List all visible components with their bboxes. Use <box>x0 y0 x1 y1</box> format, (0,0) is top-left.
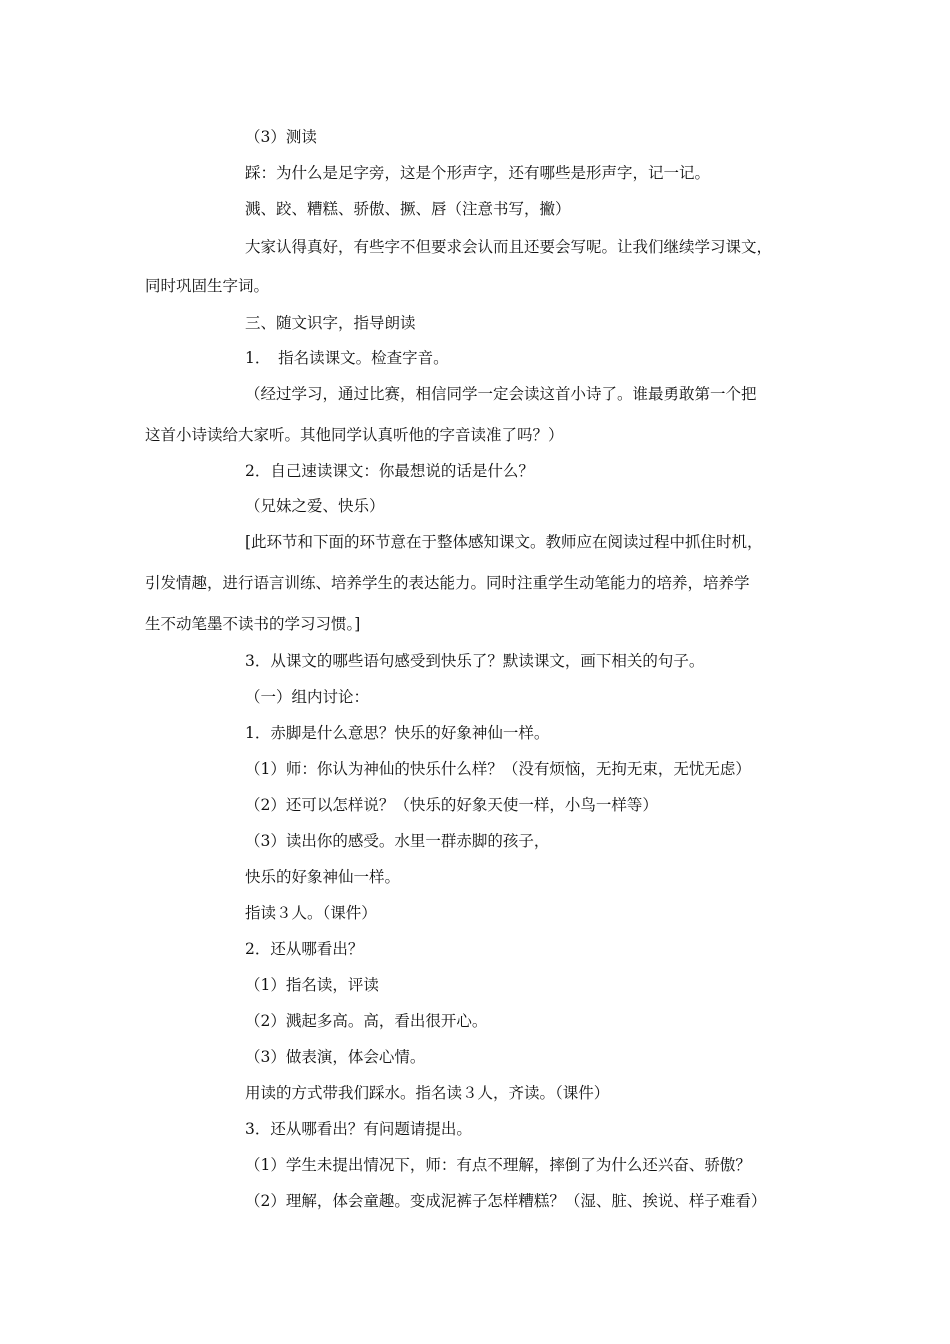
text-line: 这首小诗读给大家听。其他同学认真听他的字音读准了吗？） <box>145 426 564 444</box>
text-line: （1）指名读，评读 <box>245 976 379 994</box>
text-line: 生不动笔墨不读书的学习习惯。] <box>145 615 361 633</box>
text-line: 踩：为什么是足字旁，这是个形声字，还有哪些是形声字，记一记。 <box>245 164 711 182</box>
text-line: 引发情趣，进行语言训练、培养学生的表达能力。同时注重学生动笔能力的培养，培养学 <box>145 574 750 592</box>
text-line: （2）还可以怎样说？（快乐的好象天使一样，小鸟一样等） <box>245 796 658 814</box>
text-line: （1）学生未提出情况下，师：有点不理解，摔倒了为什么还兴奋、骄傲？ <box>245 1156 751 1174</box>
text-line: （一）组内讨论： <box>245 688 370 706</box>
text-line: 3．还从哪看出？有问题请提出。 <box>245 1120 472 1138</box>
text-line: 1． 指名读课文。检查字音。 <box>245 349 449 367</box>
text-line: 3．从课文的哪些语句感受到快乐了？默读课文，画下相关的句子。 <box>245 652 705 670</box>
text-line: （2）溅起多高。高，看出很开心。 <box>245 1012 488 1030</box>
text-line: 同时巩固生字词。 <box>145 277 270 295</box>
text-line: （3）读出你的感受。水里一群赤脚的孩子， <box>245 832 550 850</box>
text-line: 用读的方式带我们踩水。指名读３人，齐读。（课件） <box>245 1084 610 1102</box>
text-line: 溅、跤、糟糕、骄傲、撅、唇（注意书写，撇） <box>245 200 571 218</box>
text-line: 2．自己速读课文：你最想说的话是什么？ <box>245 462 534 480</box>
text-line: （2）理解，体会童趣。变成泥裤子怎样糟糕？（湿、脏、挨说、样子难看） <box>245 1192 767 1210</box>
text-line: （3）做表演，体会心情。 <box>245 1048 426 1066</box>
text-line: （经过学习，通过比赛，相信同学一定会读这首小诗了。谁最勇敢第一个把 <box>245 385 757 403</box>
text-line: （3）测读 <box>245 128 317 146</box>
text-line: 指读３人。（课件） <box>245 904 377 922</box>
text-line: 快乐的好象神仙一样。 <box>245 868 401 886</box>
text-line: 2．还从哪看出？ <box>245 940 364 958</box>
text-line: [此环节和下面的环节意在于整体感知课文。教师应在阅读过程中抓住时机， <box>245 533 763 551</box>
section-heading: 三、随文识字，指导朗读 <box>245 314 416 332</box>
text-line: 大家认得真好，有些字不但要求会认而且还要会写呢。让我们继续学习课文， <box>245 238 773 256</box>
text-line: （兄妹之爱、快乐） <box>245 497 385 515</box>
text-line: 1．赤脚是什么意思？快乐的好象神仙一样。 <box>245 724 550 742</box>
text-line: （1）师：你认为神仙的快乐什么样？（没有烦恼，无拘无束，无忧无虑） <box>245 760 751 778</box>
